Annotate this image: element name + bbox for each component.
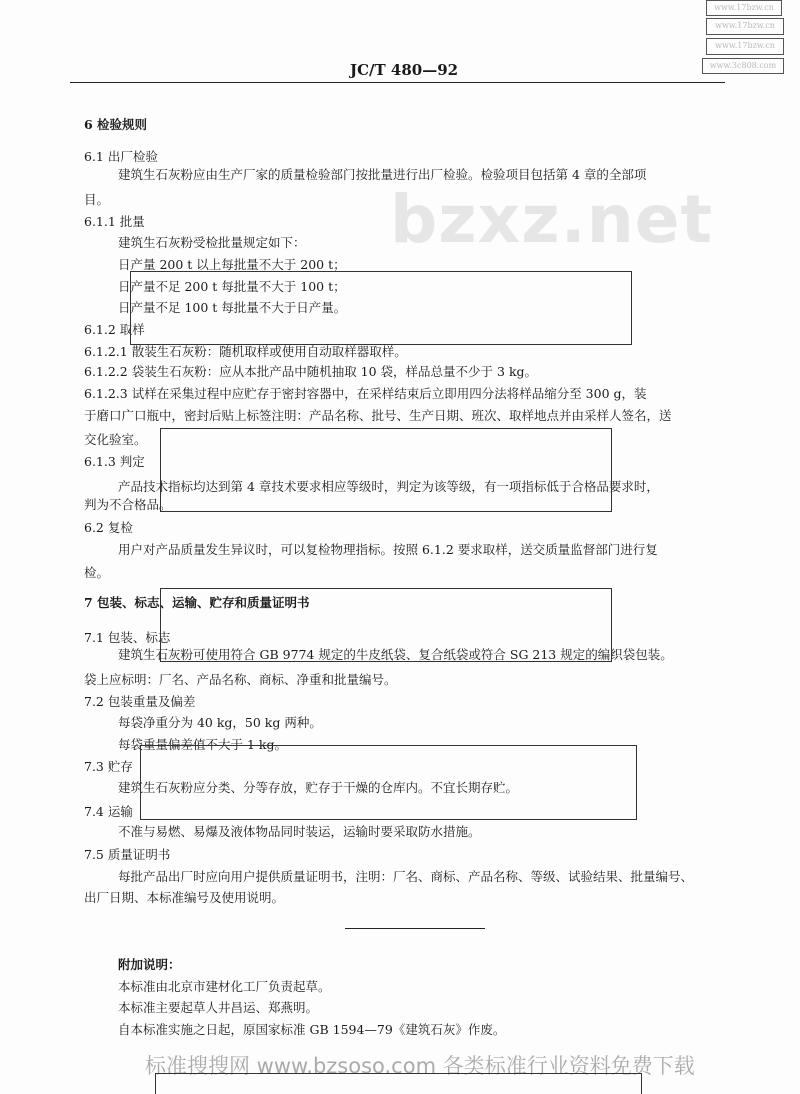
text-line: 6.1.2.3 试样在采集过程中应贮存于密封容器中，在采样结束后立即用四分法将样品缩分至 300 g，装 xyxy=(84,386,647,401)
text-line: 6.1.2 取样 xyxy=(84,322,145,337)
text-line: 6.1.2.1 散装生石灰粉：随机取样或使用自动取样器取样。 xyxy=(84,344,407,359)
text-line: 6.2 复检 xyxy=(84,520,133,535)
note-item: 自本标准实施之日起，原国家标准 GB 1594—79《建筑石灰》作废。 xyxy=(118,1022,506,1037)
text-line: 产品技术指标均达到第 4 章技术要求相应等级时，判定为该等级，有一项指标低于合格品要求时， xyxy=(118,479,659,494)
text-line: 用户对产品质量发生异议时，可以复检物理指标。按照 6.1.2 要求取样，送交质量监督部门进行复 xyxy=(118,542,658,557)
redaction-box xyxy=(140,745,637,820)
text-line: 于磨口广口瓶中，密封后贴上标签注明：产品名称、批号、生产日期、班次、取样地点并由采样人签名，送 xyxy=(84,408,672,423)
text-line: 日产量不足 200 t 每批量不大于 100 t； xyxy=(118,279,346,294)
stamp-link-3[interactable]: www.17bzw.cn xyxy=(706,38,784,55)
text-line: 6.1.2.2 袋装生石灰粉：应从本批产品中随机抽取 10 袋，样品总量不少于 3 kg。 xyxy=(84,364,538,379)
header-rule xyxy=(70,82,725,83)
text-line: 7.3 贮存 xyxy=(84,759,133,774)
text-line: 判为不合格品。 xyxy=(84,497,172,512)
standard-code: JC/T 480—92 xyxy=(350,61,459,79)
notes-title: 附加说明： xyxy=(118,957,181,972)
text-line: 每袋净重分为 40 kg，50 kg 两种。 xyxy=(118,715,322,730)
text-line: 日产量不足 100 t 每批量不大于日产量。 xyxy=(118,300,347,315)
text-line: 建筑生石灰粉可使用符合 GB 9774 规定的牛皮纸袋、复合纸袋或符合 SG 213 规定的编织袋包装。 xyxy=(118,647,673,662)
text-line: 建筑生石灰粉应由生产厂家的质量检验部门按批量进行出厂检验。检验项目包括第 4 章的全部项 xyxy=(118,167,647,182)
text-line: 不准与易燃、易爆及液体物品同时装运，运输时要采取防水措施。 xyxy=(118,824,481,839)
text-line: 建筑生石灰粉应分类、分等存放，贮存于干燥的仓库内。不宜长期存贮。 xyxy=(118,780,519,795)
text-line: 6.1.3 判定 xyxy=(84,454,145,469)
redaction-box xyxy=(160,428,612,512)
section-heading: 7 包装、标志、运输、贮存和质量证明书 xyxy=(84,595,310,610)
text-line: 出厂日期、本标准编号及使用说明。 xyxy=(84,890,285,905)
text-line: 7.5 质量证明书 xyxy=(84,847,171,862)
text-line: 日产量 200 t 以上每批量不大于 200 t； xyxy=(118,257,346,272)
note-item: 本标准主要起草人井昌运、郑燕明。 xyxy=(118,1000,319,1015)
text-line: 交化验室。 xyxy=(84,432,147,447)
note-item: 本标准由北京市建材化工厂负责起草。 xyxy=(118,979,331,994)
stamp-link-2[interactable]: www.17bzw.cn xyxy=(706,18,784,35)
text-line: 每袋重量偏差值不大于 1 kg。 xyxy=(118,737,287,752)
stamp-link-1[interactable]: www.17bzw.cn xyxy=(706,0,782,16)
redaction-box xyxy=(155,1073,642,1094)
text-line: 6.1 出厂检验 xyxy=(84,149,158,164)
text-line: 7.4 运输 xyxy=(84,804,133,819)
redaction-box xyxy=(160,588,612,662)
stamp-link-4[interactable]: www.3c808.com xyxy=(702,58,784,74)
text-line: 每批产品出厂时应向用户提供质量证明书，注明：厂名、商标、产品名称、等级、试验结果、批量编号、 xyxy=(118,869,694,884)
text-line: 6.1.1 批量 xyxy=(84,214,145,229)
text-line: 建筑生石灰粉受检批量规定如下： xyxy=(118,235,306,250)
footer-watermark: 标准搜搜网 www.bzsoso.com 各类标准行业资料免费下载 xyxy=(145,1054,695,1078)
text-line: 目。 xyxy=(84,192,110,207)
text-line: 7.2 包装重量及偏差 xyxy=(84,694,196,709)
watermark: bzxz.net xyxy=(390,181,714,258)
text-line: 袋上应标明：厂名、产品名称、商标、净重和批量编号。 xyxy=(84,672,397,687)
text-line: 7.1 包装、标志 xyxy=(84,630,171,645)
section-heading: 6 检验规则 xyxy=(84,117,148,132)
end-divider xyxy=(345,928,485,929)
redaction-box xyxy=(130,271,632,345)
text-line: 检。 xyxy=(84,565,110,580)
